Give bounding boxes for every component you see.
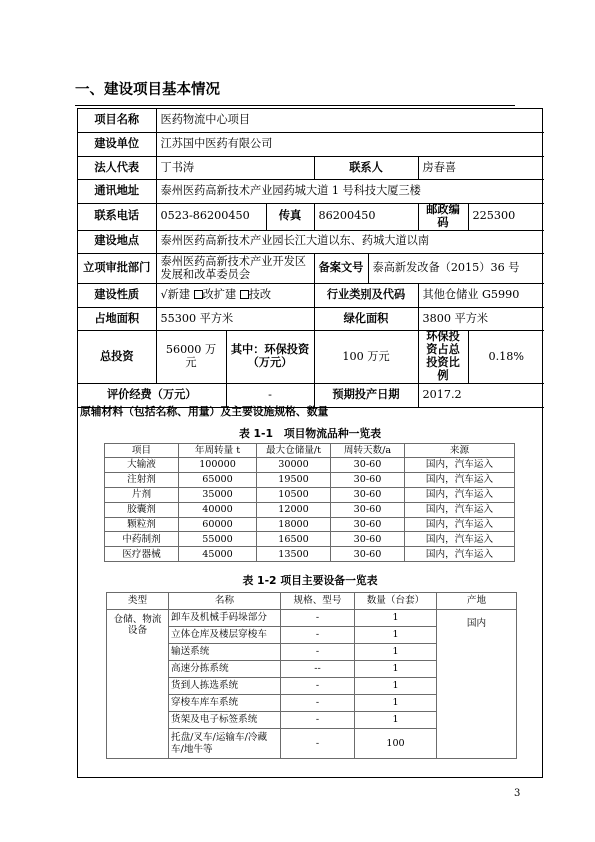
phone-value: 0523-86200450 — [156, 203, 266, 230]
area-label: 占地面积 — [78, 307, 156, 331]
column-header: 项目 — [105, 444, 179, 458]
table-cell: 40000 — [179, 502, 257, 517]
column-header: 类型 — [107, 593, 169, 610]
table-cell: 国内，汽车运入 — [405, 502, 515, 517]
invest-label: 总投资 — [78, 331, 156, 384]
table-cell: 货到人拣选系统 — [169, 678, 281, 695]
table-cell: - — [281, 627, 355, 644]
table-cell: - — [281, 712, 355, 729]
table-cell: 片剂 — [105, 487, 179, 502]
table2-caption: 表 1-2 项目主要设备一览表 — [242, 574, 378, 587]
table-row — [105, 517, 515, 532]
table-cell: 30-60 — [331, 517, 405, 532]
start-date-value: 2017.2 — [418, 383, 544, 407]
table-header-row — [105, 444, 515, 458]
table-cell: 65000 — [179, 472, 257, 487]
env-invest-label: 其中：环保投资（万元） — [226, 331, 314, 384]
table-cell: 1 — [355, 644, 437, 661]
approval-dept-value: 泰州医药高新技术产业开发区发展和改革委员会 — [156, 254, 314, 284]
materials-heading: 原辅材料（包括名称、用量）及主要设施规格、数量 — [80, 405, 329, 418]
env-invest-value: 100 万元 — [314, 331, 418, 384]
table-cell: 1 — [355, 627, 437, 644]
checkbox-empty-icon — [240, 290, 249, 299]
table-cell: 国内，汽车运入 — [405, 487, 515, 502]
legal-rep-label: 法人代表 — [78, 156, 156, 180]
column-header: 产地 — [437, 593, 517, 610]
table-cell: - — [281, 695, 355, 712]
logistics-table — [104, 443, 515, 562]
env-ratio-label: 环保投资占总投资比例 — [418, 331, 468, 384]
table-row — [107, 610, 517, 627]
table-row — [105, 487, 515, 502]
nature-new: 新建 — [167, 288, 191, 302]
address-value: 泰州医药高新技术产业园药城大道 1 号科技大厦三楼 — [156, 180, 544, 204]
table-cell: 大输液 — [105, 458, 179, 473]
table-cell: 35000 — [179, 487, 257, 502]
contact-label: 联系人 — [314, 156, 418, 180]
table-cell: 国内，汽车运入 — [405, 517, 515, 532]
table-cell: 国内，汽车运入 — [405, 458, 515, 473]
table-cell: 100000 — [179, 458, 257, 473]
table-cell: 19500 — [257, 472, 331, 487]
table-cell: 立体仓库及楼层穿梭车 — [169, 627, 281, 644]
table-row — [105, 502, 515, 517]
location-value: 泰州医药高新技术产业园长江大道以东、药城大道以南 — [156, 230, 544, 254]
table-cell: 1 — [355, 661, 437, 678]
table-cell: - — [281, 644, 355, 661]
table-cell: 13500 — [257, 547, 331, 562]
table-cell: 45000 — [179, 547, 257, 562]
location-label: 建设地点 — [78, 230, 156, 254]
nature-label: 建设性质 — [78, 284, 156, 308]
filing-no-value: 泰高新发改备（2015）36 号 — [368, 254, 544, 284]
phone-label: 联系电话 — [78, 203, 156, 230]
table-cell: 穿梭车库车系统 — [169, 695, 281, 712]
table-cell: 1 — [355, 678, 437, 695]
env-ratio-value: 0.18% — [468, 331, 544, 384]
column-header: 名称 — [169, 593, 281, 610]
column-header: 来源 — [405, 444, 515, 458]
table-cell: 55000 — [179, 532, 257, 547]
column-header: 年周转量 t — [179, 444, 257, 458]
table-cell: -- — [281, 661, 355, 678]
area-value: 55300 平方米 — [156, 307, 314, 331]
table-cell: 托盘/叉车/运输车/冷藏车/地牛等 — [169, 729, 281, 759]
table-cell: 16500 — [257, 532, 331, 547]
table-cell: 1 — [355, 610, 437, 627]
table-cell: 12000 — [257, 502, 331, 517]
table-cell: 30000 — [257, 458, 331, 473]
table-cell: 18000 — [257, 517, 331, 532]
table-cell: 1 — [355, 712, 437, 729]
builder-label: 建设单位 — [78, 133, 156, 157]
table-cell: 60000 — [179, 517, 257, 532]
green-label: 绿化面积 — [314, 307, 418, 331]
origin-cell: 国内 — [437, 610, 517, 759]
address-label: 通讯地址 — [78, 180, 156, 204]
column-header: 规格、型号 — [281, 593, 355, 610]
approval-dept-label: 立项审批部门 — [78, 254, 156, 284]
checkbox-empty-icon — [194, 290, 203, 299]
nature-options — [156, 284, 314, 308]
fax-label: 传真 — [266, 203, 314, 230]
table-cell: 颗粒剂 — [105, 517, 179, 532]
table-cell: 30-60 — [331, 458, 405, 473]
column-header: 最大仓储量/t — [257, 444, 331, 458]
equipment-type-cell: 仓储、物流设备 — [107, 610, 169, 759]
table-cell: 30-60 — [331, 502, 405, 517]
table-cell: 30-60 — [331, 472, 405, 487]
fax-value: 86200450 — [314, 203, 418, 230]
table-cell: 高速分拣系统 — [169, 661, 281, 678]
table-cell: - — [281, 678, 355, 695]
eval-fee-value: - — [226, 383, 314, 407]
table-row — [105, 532, 515, 547]
invest-value: 56000 万元 — [156, 331, 226, 384]
industry-label: 行业类别及代码 — [314, 284, 418, 308]
postcode-value: 225300 — [468, 203, 544, 230]
table-cell: 10500 — [257, 487, 331, 502]
project-name-value: 医药物流中心项目 — [156, 109, 544, 133]
industry-value: 其他仓储业 G5990 — [418, 284, 544, 308]
table1-caption: 表 1-1 项目物流品种一览表 — [238, 427, 382, 440]
table-row — [105, 472, 515, 487]
table-cell: 胶囊剂 — [105, 502, 179, 517]
equipment-table — [106, 592, 517, 759]
table-cell: 30-60 — [331, 532, 405, 547]
table-cell: 输送系统 — [169, 644, 281, 661]
table-cell: 国内，汽车运入 — [405, 547, 515, 562]
table-cell: 1 — [355, 695, 437, 712]
column-header: 数量（台套） — [355, 593, 437, 610]
filing-no-label: 备案文号 — [314, 254, 368, 284]
contact-value: 房春喜 — [418, 156, 544, 180]
table-cell: 中药制剂 — [105, 532, 179, 547]
table-cell: - — [281, 610, 355, 627]
green-value: 3800 平方米 — [418, 307, 544, 331]
legal-rep-value: 丁书涛 — [156, 156, 314, 180]
table-row — [105, 547, 515, 562]
table-cell: 卸车及机械手码垛部分 — [169, 610, 281, 627]
table-cell: 100 — [355, 729, 437, 759]
project-name-label: 项目名称 — [78, 109, 156, 133]
table-row — [105, 458, 515, 473]
table-cell: 30-60 — [331, 487, 405, 502]
builder-value: 江苏国中医药有限公司 — [156, 133, 544, 157]
postcode-label: 邮政编码 — [418, 203, 468, 230]
nature-tech: 技改 — [248, 288, 272, 302]
nature-expand: 改扩建 — [202, 288, 237, 302]
table-header-row — [107, 593, 517, 610]
info-frame — [77, 108, 543, 778]
table-cell: 国内，汽车运入 — [405, 532, 515, 547]
table-cell: 30-60 — [331, 547, 405, 562]
start-date-label: 预期投产日期 — [314, 383, 418, 407]
page-number: 3 — [514, 788, 521, 799]
table-cell: 注射剂 — [105, 472, 179, 487]
eval-fee-label: 评价经费（万元） — [78, 383, 226, 407]
check-mark-icon: √ — [160, 288, 168, 302]
table-cell: 货架及电子标签系统 — [169, 712, 281, 729]
table-cell: 医疗器械 — [105, 547, 179, 562]
basic-info-table — [78, 109, 544, 408]
column-header: 周转天数/a — [331, 444, 405, 458]
section-title: 一、建设项目基本情况 — [75, 78, 515, 106]
table-cell: - — [281, 729, 355, 759]
table-cell: 国内，汽车运入 — [405, 472, 515, 487]
